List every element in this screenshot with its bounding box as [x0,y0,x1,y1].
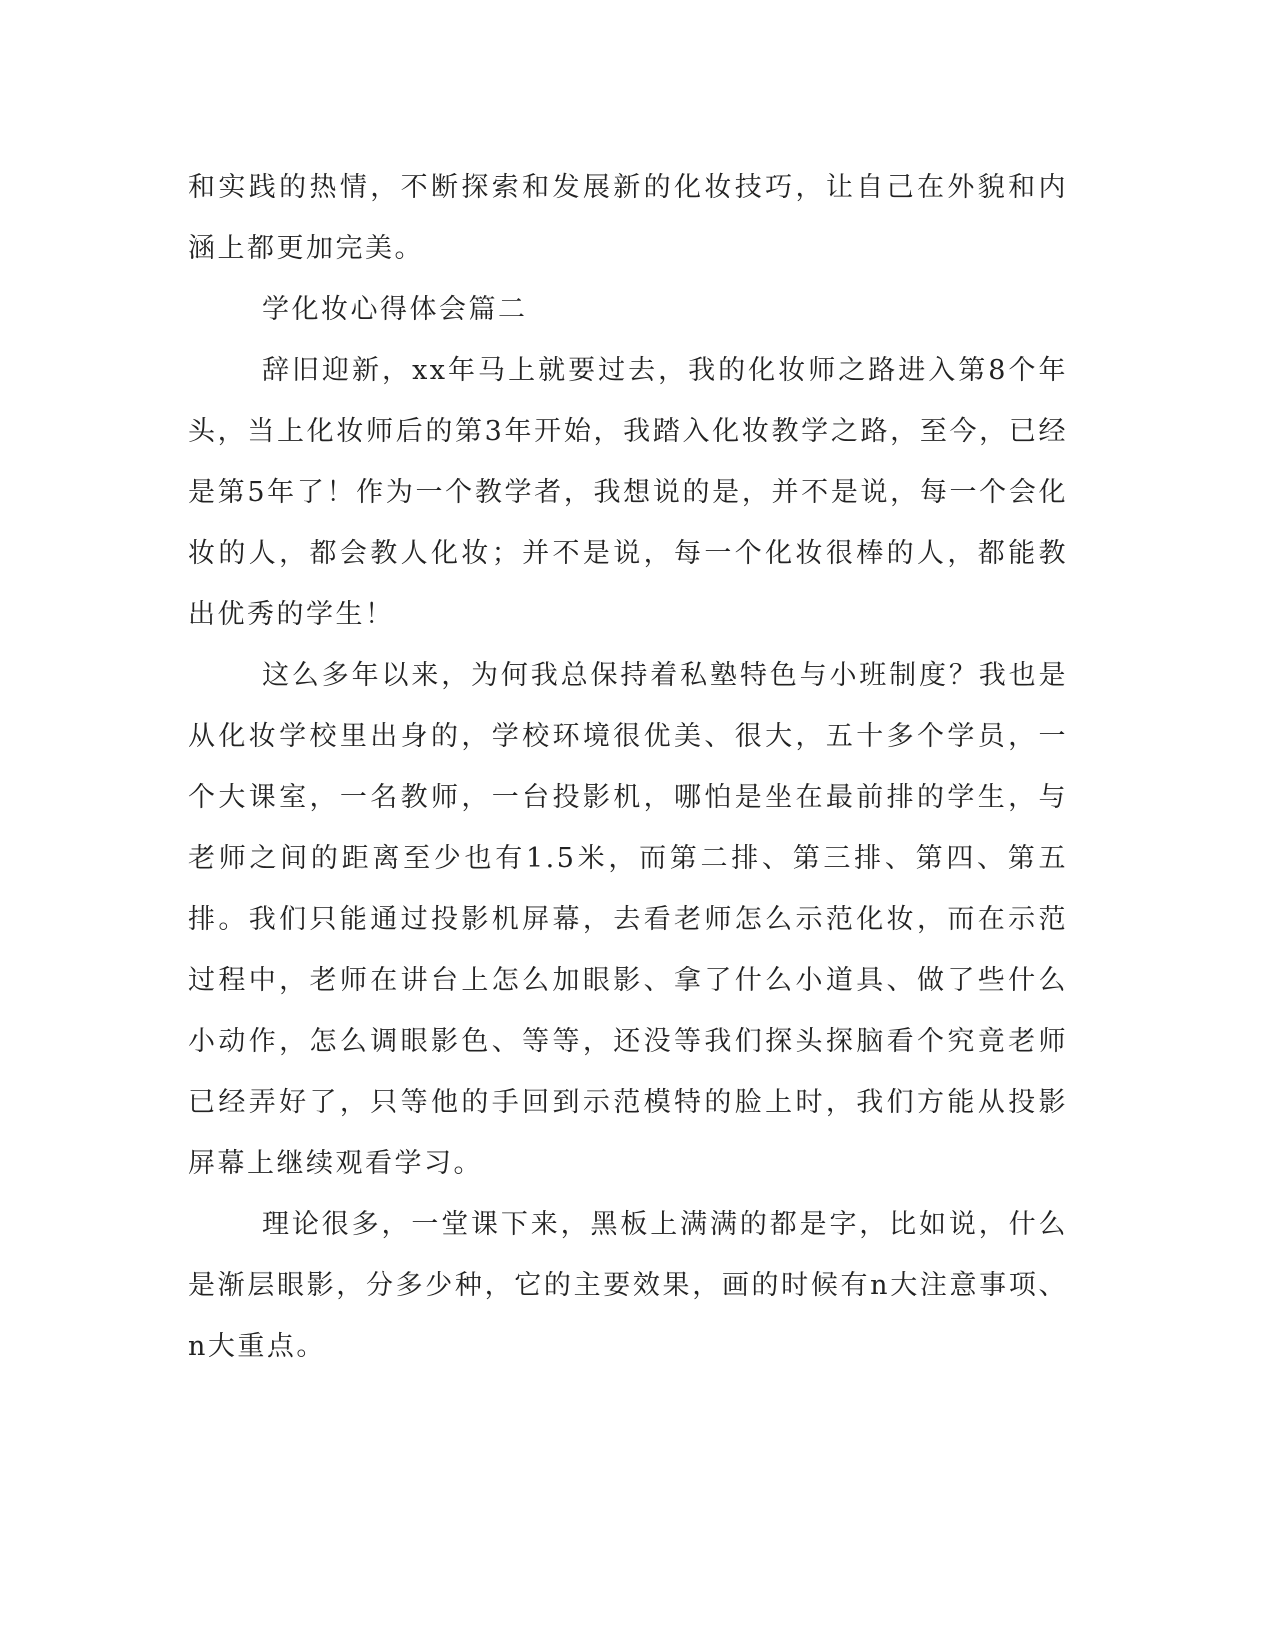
body-paragraph-3: 理论很多，一堂课下来，黑板上满满的都是字，比如说，什么是渐层眼影，分多少种，它的主要效果，画的时候有n大注意事项、n大重点。 [188,1209,1068,1362]
continuation-paragraph: 和实践的热情，不断探索和发展新的化妆技巧，让自己在外貌和内涵上都更加完美。 [188,172,1068,264]
document-body [188,157,1068,1377]
body-paragraph-2: 这么多年以来，为何我总保持着私塾特色与小班制度？我也是从化妆学校里出身的，学校环境很优美、很大，五十多个学员，一个大课室，一名教师，一台投影机，哪怕是坐在最前排的学生，与老师之间的距离至少也有1.5米，而第二排、第三排、第四、第五排。我们只能通过投影机屏幕，去看老师怎么示范化妆，而在示范过程中，老师在讲台上怎么加眼影、拿了什么小道具、做了些什么小动作，怎么调眼影色、等等，还没等我们探头探脑看个究竟老师已经弄好了，只等他的手回到示范模特的脸上时，我们方能从投影屏幕上继续观看学习。 [188,660,1068,1179]
section-title: 学化妆心得体会篇二 [262,294,528,325]
body-paragraph-1: 辞旧迎新，xx年马上就要过去，我的化妆师之路进入第8个年头，当上化妆师后的第3年开始，我踏入化妆教学之路，至今，已经是第5年了！作为一个教学者，我想说的是，并不是说，每一个会化妆的人，都会教人化妆；并不是说，每一个化妆很棒的人，都能教出优秀的学生！ [188,355,1068,630]
